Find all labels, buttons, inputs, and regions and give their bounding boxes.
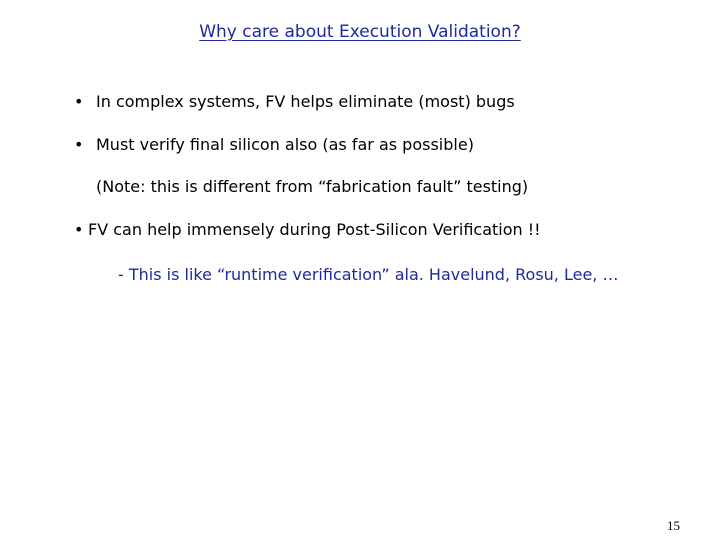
bullet-text: In complex systems, FV helps eliminate (most) bugs — [96, 92, 515, 111]
sub-point-text: - This is like “runtime verification” ala. — [118, 265, 424, 284]
bullet-point — [74, 135, 474, 155]
bullet-point — [74, 220, 541, 240]
slide-title: Why care about Execution Validation? — [199, 22, 521, 42]
bullet-icon: • — [74, 220, 84, 239]
bullet-text: FV can help immensely during Post-Silicon Verification !! — [88, 220, 541, 239]
bullet-point — [74, 92, 515, 112]
sub-point — [118, 265, 618, 285]
bullet-icon: • — [74, 92, 84, 111]
page-number: 15 — [667, 518, 680, 533]
sub-point-names: Havelund, Rosu, Lee, … — [423, 265, 619, 284]
bullet-icon: • — [74, 135, 84, 154]
note-text: (Note: this is different from “fabrication fault” testing) — [96, 177, 529, 196]
bullet-text: Must verify final silicon also (as far as possible) — [96, 135, 474, 154]
